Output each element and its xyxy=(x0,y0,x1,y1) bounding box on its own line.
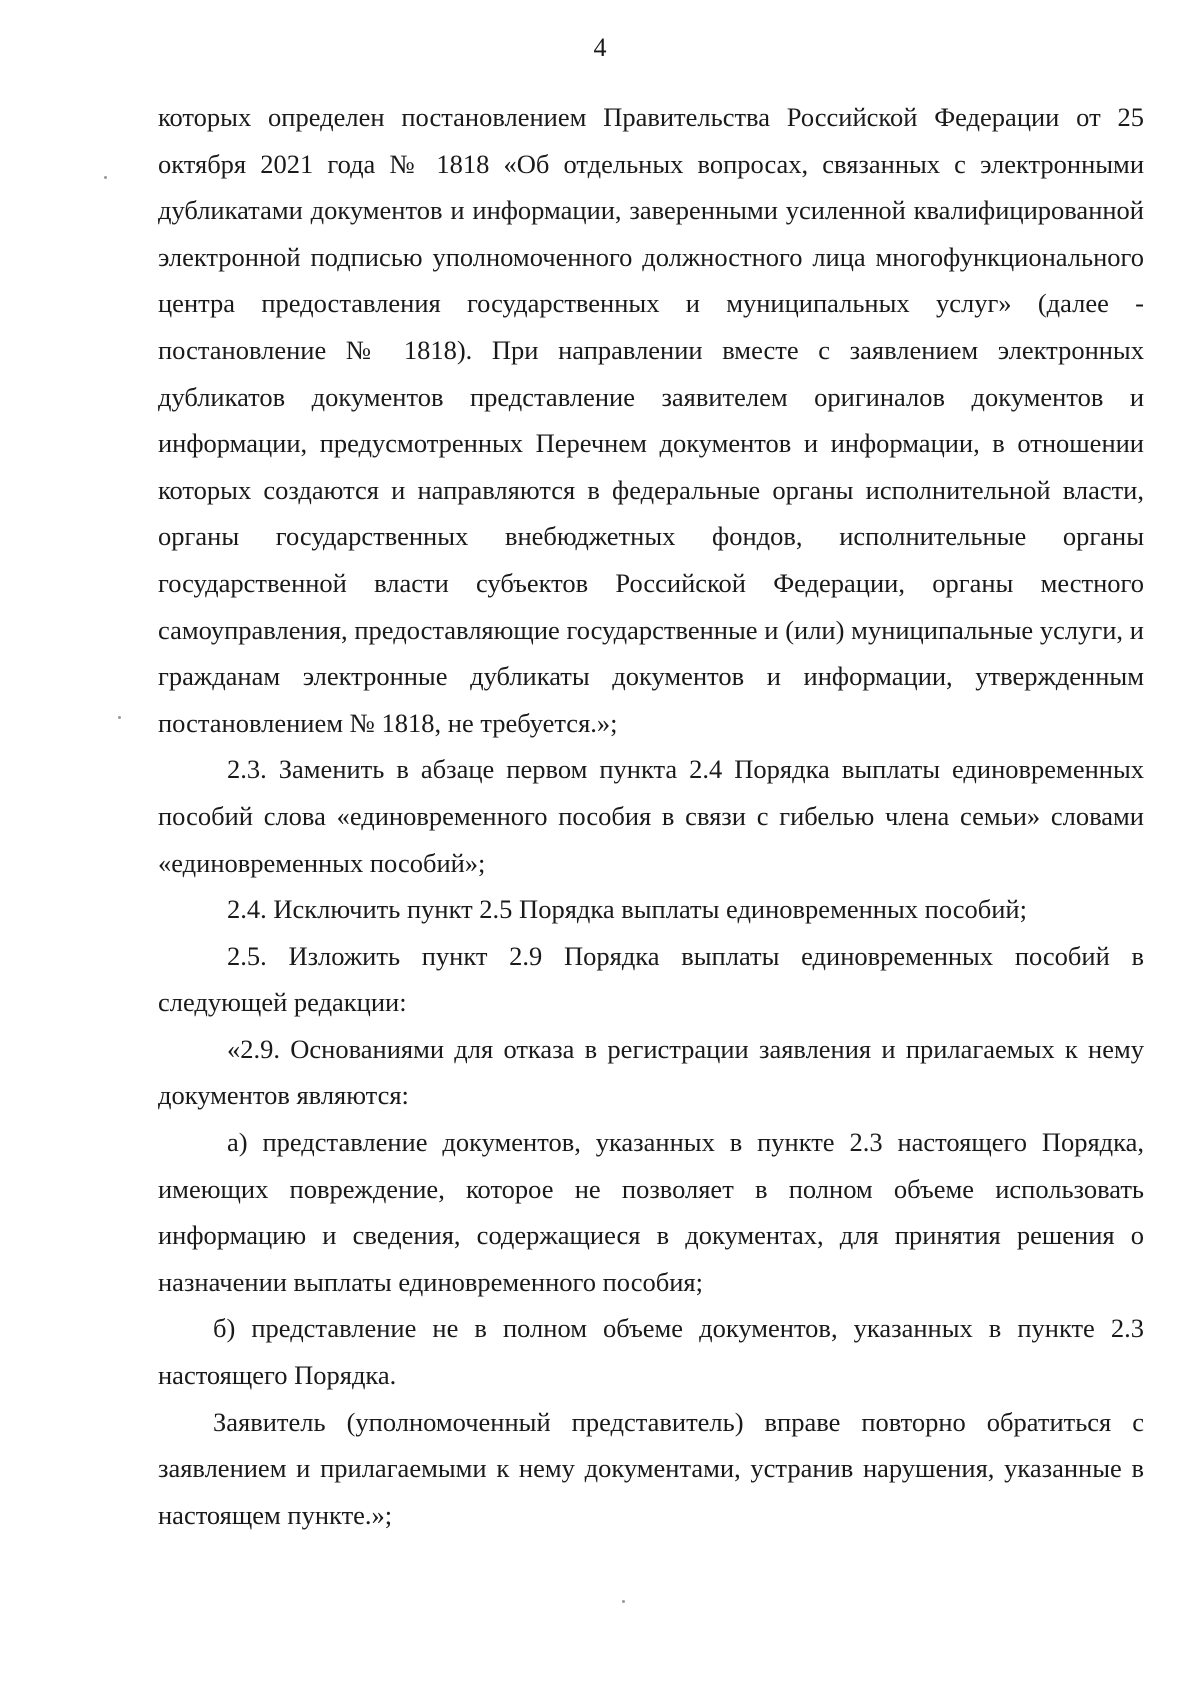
paragraph-2-3: 2.3. Заменить в абзаце первом пункта 2.4 Порядка выплаты единовременных пособий слова «единовременного пособия в связи с гибелью члена семьи» словами «единовременных пособий»; xyxy=(158,754,1144,878)
page-number: 4 xyxy=(593,33,607,62)
scan-speck xyxy=(104,176,107,179)
paragraph-2-4: 2.4. Исключить пункт 2.5 Порядка выплаты единовременных пособий; xyxy=(227,894,1027,925)
paragraph-item-b: б) представление не в полном объеме документов, указанных в пункте 2.3 настоящего Порядка. xyxy=(158,1313,1144,1391)
scan-speck xyxy=(622,1600,625,1603)
paragraph-item-a: а) представление документов, указанных в пункте 2.3 настоящего Порядка, имеющих повреждение, которое не позволяет в полном объеме использовать информацию и сведения, содержащиеся в документах, для принятия решения о назначении выплаты единовременного пособия; xyxy=(158,1127,1144,1297)
document-body xyxy=(158,94,1144,1538)
paragraph-2-5: 2.5. Изложить пункт 2.9 Порядка выплаты единовременных пособий в следующей редакции: xyxy=(158,940,1144,1018)
paragraph-continuation: которых определен постановлением Правительства Российской Федерации от 25 октября 2021 года № 1818 «Об отдельных вопросах, связанных с электронными дубликатами документов и информации, заверенными усиленной квалифицированной электронной подписью уполномоченного должностного лица многофункционального центра предоставления государственных и муниципальных услуг» (далее - постановление № 1818). При направлении вместе с заявлением электронных дубликатов документов представление заявителем оригиналов документов и информации, предусмотренных Перечнем документов и информации, в отношении которых создаются и направляются в федеральные органы исполнительной власти, органы государственных внебюджетных фондов, исполнительные органы государственной власти субъектов Российской Федерации, органы местного самоуправления, предоставляющие государственные и (или) муниципальные услуги, и гражданам электронные дубликаты документов и информации, утвержденным постановлением № 1818, не требуется.»; xyxy=(158,102,1144,738)
paragraph-applicant: Заявитель (уполномоченный представитель) вправе повторно обратиться с заявлением и прилагаемыми к нему документами, устранив нарушения, указанные в настоящем пункте.»; xyxy=(158,1406,1144,1530)
scan-speck xyxy=(118,716,121,719)
paragraph-2-9-quote: «2.9. Основаниями для отказа в регистрации заявления и прилагаемых к нему документов являются: xyxy=(158,1033,1144,1111)
